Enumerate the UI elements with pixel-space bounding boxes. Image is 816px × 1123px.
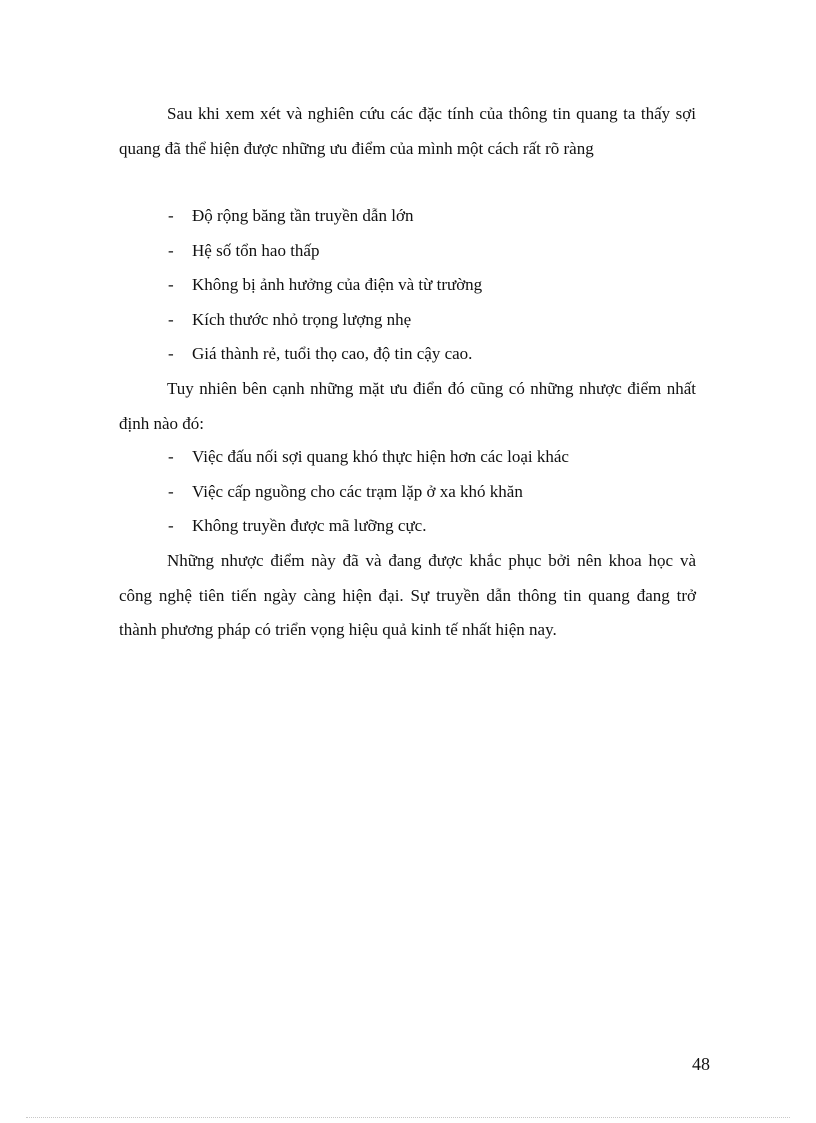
disadvantage-text: Không truyền được mã lưỡng cực.	[192, 516, 427, 535]
advantage-text: Không bị ảnh hưởng của điện và từ trường	[192, 275, 483, 294]
list-item	[119, 509, 696, 544]
advantage-text: Kích thước nhỏ trọng lượng nhẹ	[192, 309, 412, 329]
advantage-text: Giá thành rẻ, tuổi thọ cao, độ tin cậy cao.	[192, 344, 473, 363]
bullet-dash: -	[168, 516, 174, 535]
bullet-dash: -	[168, 309, 174, 329]
conclusion-paragraph: Những nhược điểm này đã và đang được khắc phục bởi nên khoa học và công nghệ tiên tiến ngày càng hiện đại. Sự truyền dẫn thông tin quang đang trở thành phương pháp có triển vọng hiệu quả kinh tế nhất hiện nay.	[119, 551, 696, 639]
bullet-dash: -	[168, 481, 174, 501]
bullet-dash: -	[168, 447, 174, 466]
bullet-dash: -	[168, 240, 174, 260]
list-item	[119, 268, 696, 303]
list-item	[119, 475, 696, 510]
list-item	[119, 303, 696, 338]
intro-paragraph: Sau khi xem xét và nghiên cứu các đặc tính của thông tin quang ta thấy sợi quang đã thể hiện được những ưu điểm của mình một cách rất rõ ràng	[119, 104, 696, 158]
list-item	[119, 199, 696, 234]
bullet-dash: -	[168, 206, 174, 225]
disadvantages-intro-paragraph: Tuy nhiên bên cạnh những mặt ưu điển đó cũng có những nhược điểm nhất định nào đó:	[119, 379, 696, 433]
disadvantage-text: Việc cấp nguồng cho các trạm lặp ở xa khó khăn	[192, 481, 523, 501]
list-item	[119, 337, 696, 372]
advantages-list	[119, 199, 696, 372]
page-number: 48	[692, 1054, 710, 1074]
list-item	[119, 440, 696, 475]
bullet-dash: -	[168, 275, 174, 294]
footer-divider	[26, 1117, 790, 1118]
bullet-dash: -	[168, 344, 174, 363]
disadvantages-list	[119, 440, 696, 544]
advantage-text: Hệ số tổn hao thấp	[192, 240, 320, 260]
disadvantage-text: Việc đấu nối sợi quang khó thực hiện hơn các loại khác	[192, 447, 569, 466]
advantage-text: Độ rộng băng tần truyền dẫn lớn	[192, 206, 414, 225]
list-item	[119, 234, 696, 269]
